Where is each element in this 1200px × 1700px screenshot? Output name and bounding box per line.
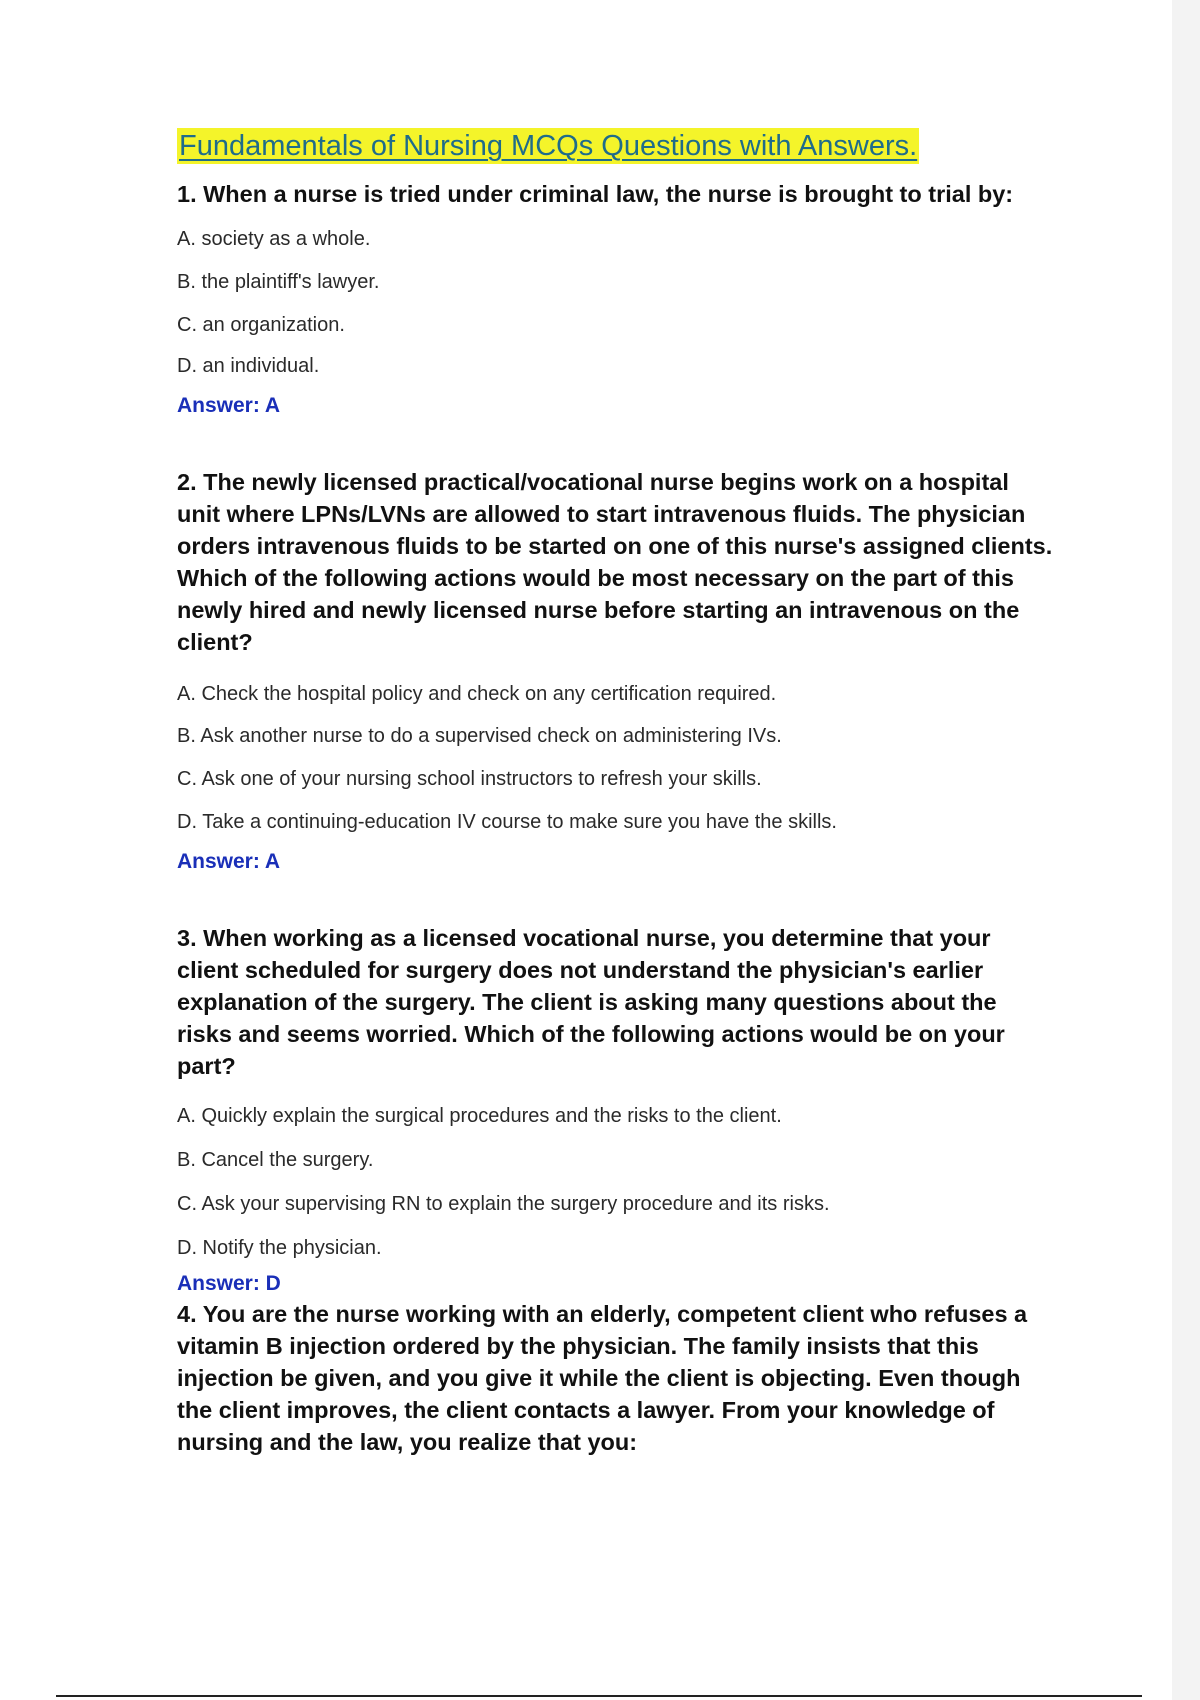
- option-a: A. Check the hospital policy and check on any certification required.: [177, 683, 777, 705]
- question-block-1: [177, 178, 1057, 420]
- question-block-3: [177, 922, 1057, 1298]
- options-list: [177, 227, 1057, 378]
- question-text: 3. When working as a licensed vocational nurse, you determine that your client scheduled for surgery does not understand the physician's earlier explanation of the surgery. The client is asking many questions about the risks and seems worried. Which of the following actions would be on your part?: [177, 925, 1005, 1079]
- question-text: 2. The newly licensed practical/vocational nurse begins work on a hospital unit where LPNs/LVNs are allowed to start intravenous fluids. The physician orders intravenous fluids to be started on one of this nurse's assigned clients. Which of the following actions would be most necessary on the part of this newly hired and newly licensed nurse before starting an intravenous on the client?: [177, 469, 1053, 655]
- answer-label: Answer: A: [177, 850, 281, 873]
- options-list: [177, 1104, 1057, 1260]
- page-bottom-rule: [56, 1695, 1142, 1697]
- option-d: D. an individual.: [177, 355, 320, 377]
- option-c: C. Ask your supervising RN to explain the surgery procedure and its risks.: [177, 1193, 830, 1215]
- option-d: D. Take a continuing-education IV course to make sure you have the skills.: [177, 811, 837, 833]
- option-b: B. Ask another nurse to do a supervised check on administering IVs.: [177, 725, 782, 747]
- question-text: 4. You are the nurse working with an elderly, competent client who refuses a vitamin B injection ordered by the physician. The family insists that this injection be given, and you give it while the client is objecting. Even though the client improves, the client contacts a lawyer. From your knowledge of nursing and the law, you realize that you:: [177, 1301, 1028, 1455]
- options-list: [177, 682, 1057, 834]
- option-a: A. society as a whole.: [177, 228, 371, 250]
- option-b: B. the plaintiff's lawyer.: [177, 271, 380, 293]
- answer-label: Answer: A: [177, 394, 281, 417]
- question-block-2: [177, 466, 1057, 876]
- option-b: B. Cancel the surgery.: [177, 1149, 374, 1171]
- option-a: A. Quickly explain the surgical procedures and the risks to the client.: [177, 1105, 782, 1127]
- page-edge-shadow: [1172, 0, 1200, 1700]
- document-content: [177, 128, 1057, 1458]
- document-title: Fundamentals of Nursing MCQs Questions with Answers.: [179, 130, 918, 162]
- option-d: D. Notify the physician.: [177, 1237, 382, 1259]
- question-text: 1. When a nurse is tried under criminal law, the nurse is brought to trial by:: [177, 181, 1014, 207]
- option-c: C. Ask one of your nursing school instructors to refresh your skills.: [177, 768, 762, 790]
- option-c: C. an organization.: [177, 314, 345, 336]
- answer-label: Answer: D: [177, 1272, 281, 1295]
- question-block-4: [177, 1298, 1057, 1458]
